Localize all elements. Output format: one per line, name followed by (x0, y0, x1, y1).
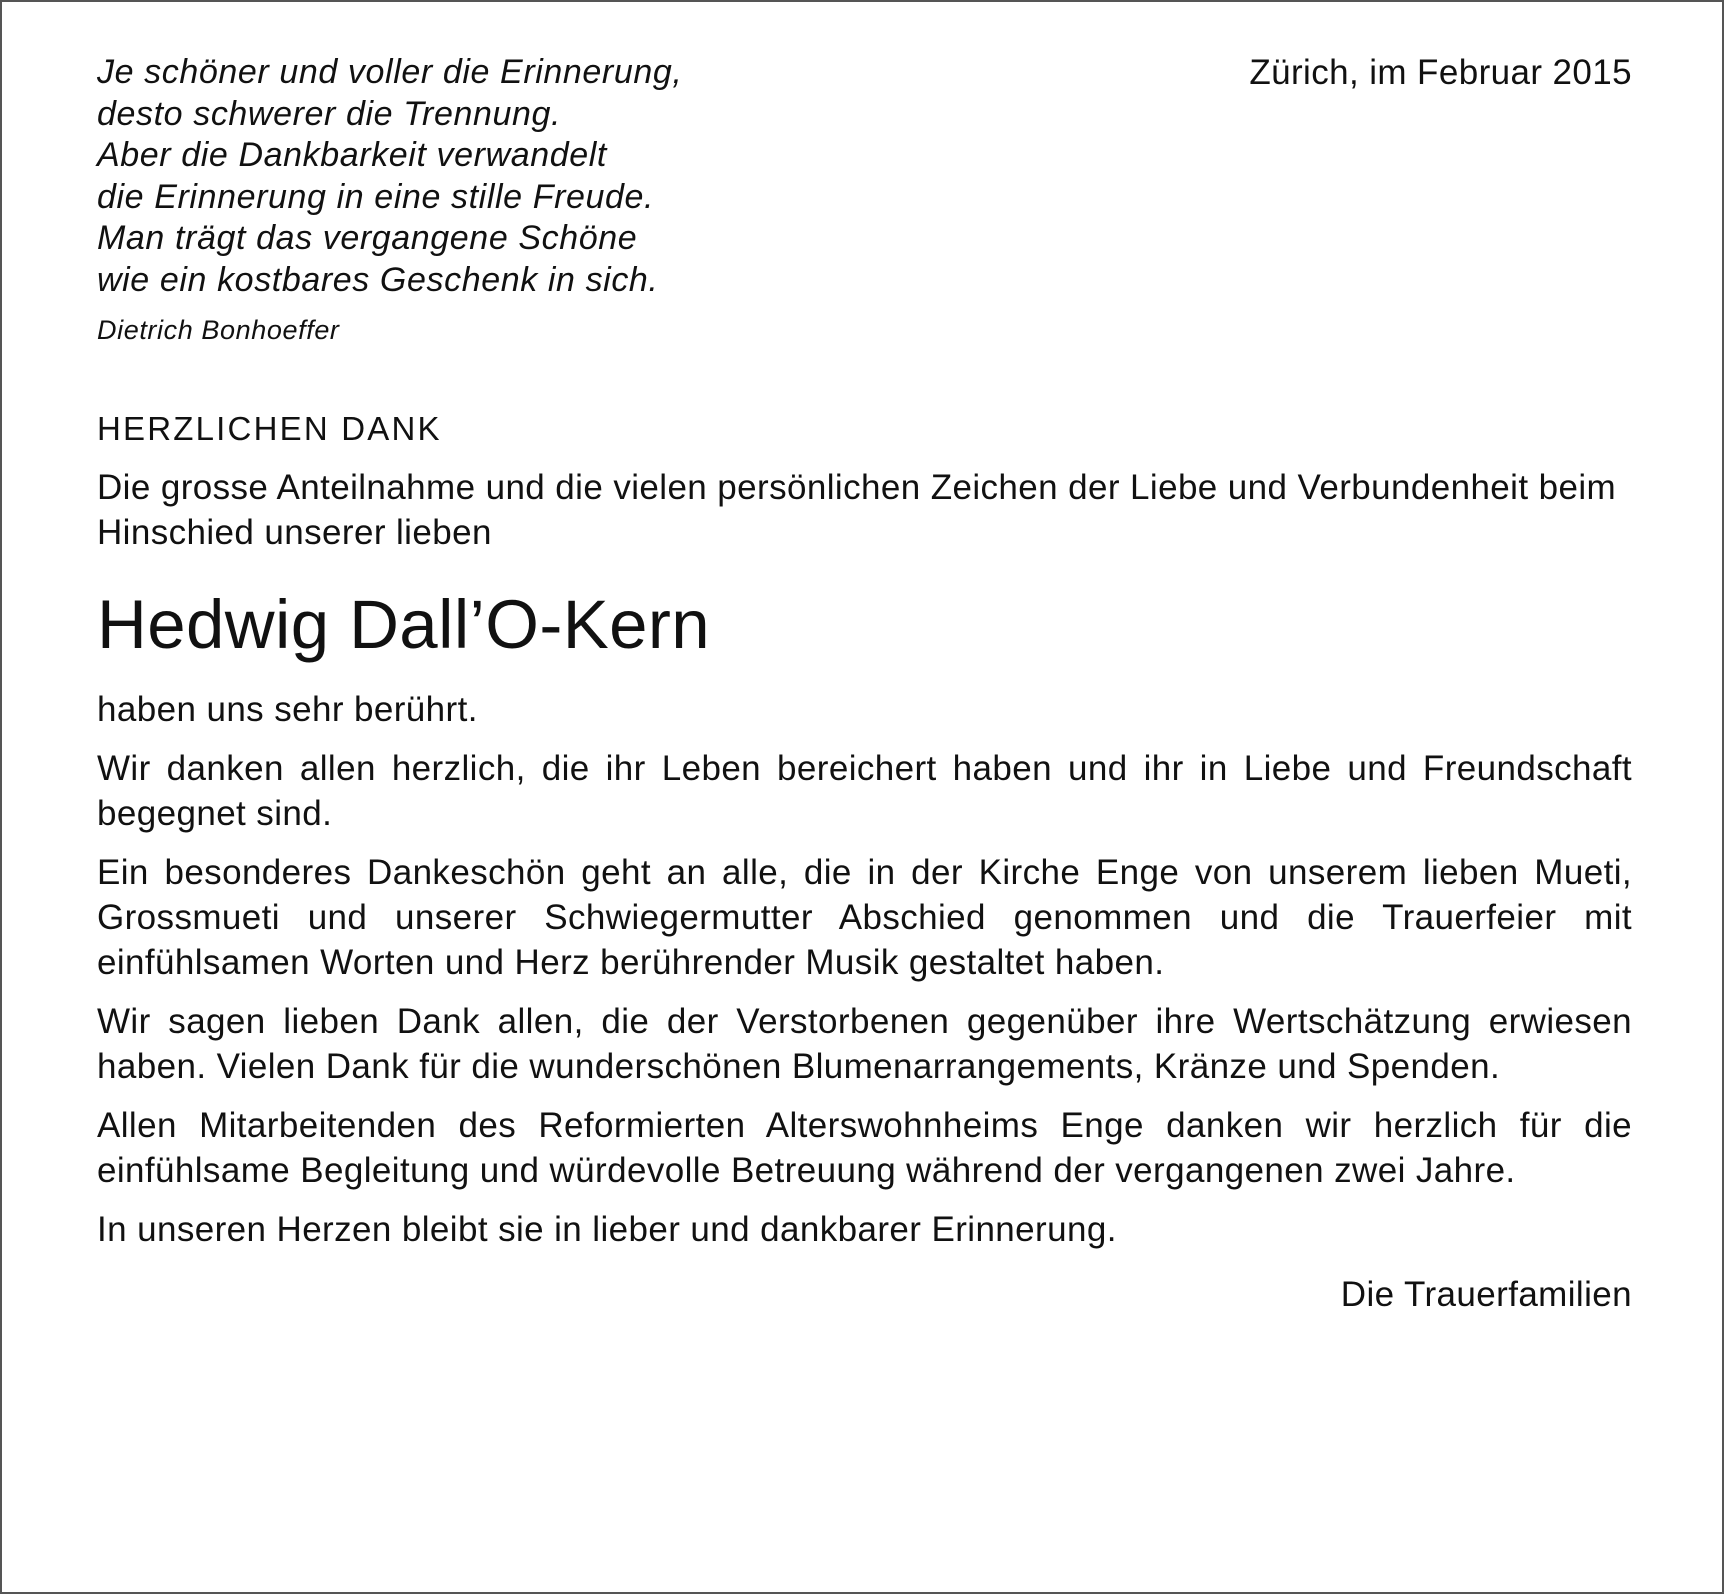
body-paragraph: Wir sagen lieben Dank allen, die der Verstorbenen gegenüber ihre Wertschätzung erwiesen haben. Vielen Dank für die wunderschönen Blumenarrangements, Kränze und Spenden. (97, 1002, 1632, 1086)
quote-line: Man trägt das vergangene Schöne (97, 219, 638, 257)
notice-heading: HERZLICHEN DANK (97, 410, 442, 447)
body-paragraph: Allen Mitarbeitenden des Reformierten Alterswohnheims Enge danken wir herzlich für die einfühlsame Begleitung und würdevolle Betreuung während der vergangenen zwei Jahre. (97, 1106, 1632, 1190)
quote-line: die Erinnerung in eine stille Freude. (97, 177, 655, 216)
quote-line: Aber die Dankbarkeit verwandelt (97, 136, 607, 174)
body-paragraph: haben uns sehr berührt. (97, 690, 478, 729)
place-date: Zürich, im Februar 2015 (1249, 53, 1632, 92)
body-paragraph: Ein besonderes Dankeschön geht an alle, die in der Kirche Enge von unserem lieben Mueti, Grossmueti und unserer Schwiegermutter Abschied genommen und die Trauerfeier mit einfühlsamen Worten und Herz berührender Musik gestaltet haben. (97, 853, 1632, 982)
quote-line: Je schöner und voller die Erinnerung, (97, 53, 683, 91)
signature: Die Trauerfamilien (1340, 1275, 1632, 1314)
quote-line: desto schwerer die Trennung. (97, 94, 562, 133)
quote-line: wie ein kostbares Geschenk in sich. (97, 260, 659, 299)
quote-author: Dietrich Bonhoeffer (97, 315, 340, 345)
body-paragraph: In unseren Herzen bleibt sie in lieber und dankbarer Erinnerung. (97, 1210, 1117, 1249)
deceased-name: Hedwig Dall’O-Kern (97, 586, 711, 663)
notice-content (97, 52, 1632, 1317)
header-row (97, 52, 1632, 346)
intro-paragraph: Die grosse Anteilnahme und die vielen persönlichen Zeichen der Liebe und Verbundenheit beim Hinschied unserer lieben (97, 468, 1617, 552)
body-paragraph: Wir danken allen herzlich, die ihr Leben bereichert haben und ihr in Liebe und Freundschaft begegnet sind. (97, 749, 1632, 833)
quote-block (97, 52, 682, 346)
